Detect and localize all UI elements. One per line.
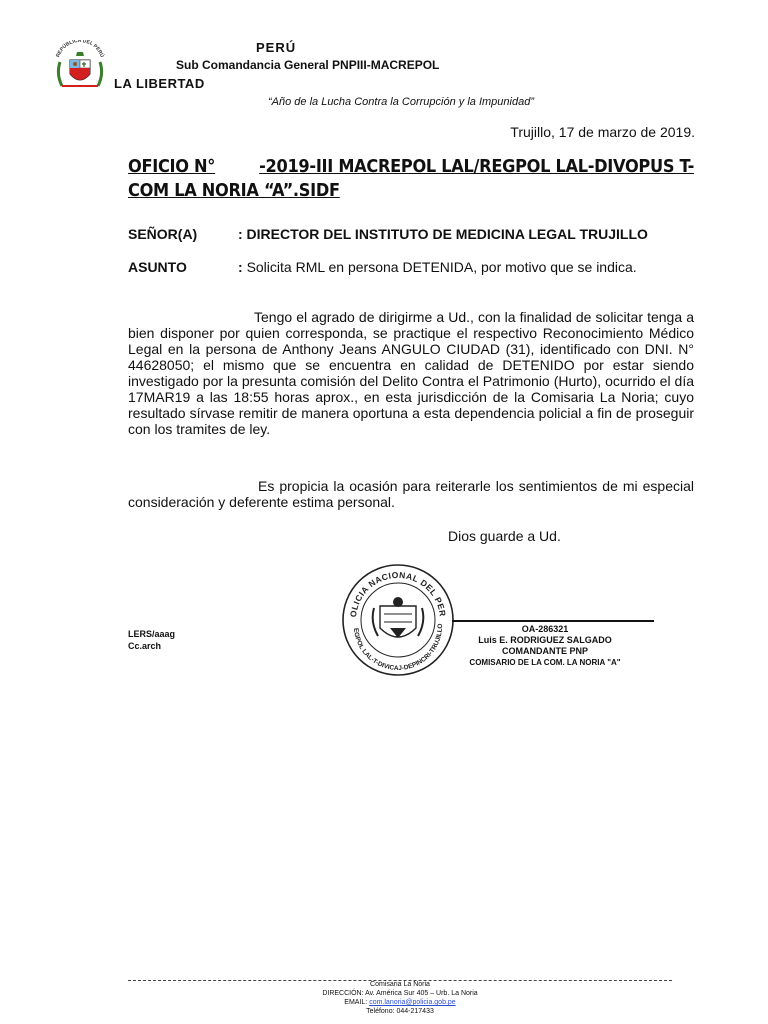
footer-email-link[interactable]: com.lanoria@policia.gob.pe [369,999,456,1006]
subject-text: Solicita RML en persona DETENIDA, por motivo que se indica. [246,259,637,275]
header-motto: “Año de la Lucha Contra la Corrupción y la Impunidad” [268,96,534,108]
header-region: LA LIBERTAD [114,76,205,91]
footer-address: DIRECCIÓN: Av. América Sur 405 – Urb. La Noria [322,990,478,997]
signature-block [460,624,630,668]
footer-office: Comisaria La Noria [370,981,430,988]
header-unit: Sub Comandancia General PNPIII-MACREPOL [176,58,440,72]
header-country: PERÚ [256,40,297,55]
body-paragraph-1 [128,309,694,437]
footer [128,980,672,1016]
signature-position: COMISARIO DE LA COM. LA NORIA "A" [469,658,621,667]
initials-line-2: Cc.arch [128,641,162,651]
signature-code: OA-286321 [521,624,569,634]
subject-colon: : [238,259,243,275]
footer-email-row [128,998,672,1007]
oficio-prefix: OFICIO N° [128,156,216,177]
initials-line-1: LERS/aaag [128,629,176,639]
signature-rank: COMANDANTE PNP [501,646,588,656]
footer-phone: Teléfono: 044-217433 [366,1008,434,1015]
svg-text:POLICIA NACIONAL DEL PERU [340,562,448,618]
oficio-title [128,155,696,203]
addressee-value: : DIRECTOR DEL INSTITUTO DE MEDICINA LEGAL TRUJILLO [238,226,648,242]
coat-of-arms-icon [52,40,108,94]
subject-label: ASUNTO [128,259,187,275]
document-date: Trujillo, 17 de marzo de 2019. [510,124,695,140]
reference-initials [128,628,175,652]
oficio-number: -2019-III MACREPOL LAL/REGPOL LAL-DIVOPUS T-COM LA NORIA “A”.SIDF [128,156,695,201]
closing-line: Dios guarde a Ud. [448,528,561,544]
seal-emblem-icon [373,597,424,638]
signature-name: Luis E. RODRIGUEZ SALGADO [478,635,612,645]
body-paragraph-1-text: Tengo el agrado de dirigirme a Ud., con la finalidad de solicitar tenga a bien disponer por quien corresponda, se practique el respectivo Reconocimiento Médico Legal en la persona de Anthony Jeans ANGULO CIUDAD (31), identificado con DNI. N° 44628050; el mismo que se encuentra en calidad de DETENIDO por estar siendo investigado por la presunta comisión del Delito Contra el Patrimonio (Hurto), ocurrido el día 17MAR19 a las 18:55 horas aprox., en esta jurisdicción de la Comisaria La Noria; cuyo resultado sírvase remitir de manera oportuna a esta dependencia policial a fin de proseguir con los tramites de ley. [128,309,694,437]
footer-email-label: EMAIL: [344,999,368,1006]
crest-text: REPÚBLICA DEL PERÚ [55,40,105,59]
body-paragraph-2 [128,478,694,510]
subject-value [238,259,637,275]
signature-line [452,620,654,622]
body-paragraph-2-text: Es propicia la ocasión para reiterarle los sentimientos de mi especial consideración y deferente estima personal. [128,478,694,510]
police-seal-stamp [340,562,456,678]
seal-outer-text: OLICIA NACIONAL DEL PER [348,569,448,618]
addressee-label: SEÑOR(A) [128,226,198,242]
seal-inner-text: EGPOL LAL-T-DIVICAJ-DEPINCRI-TRUJILLO [352,623,445,673]
